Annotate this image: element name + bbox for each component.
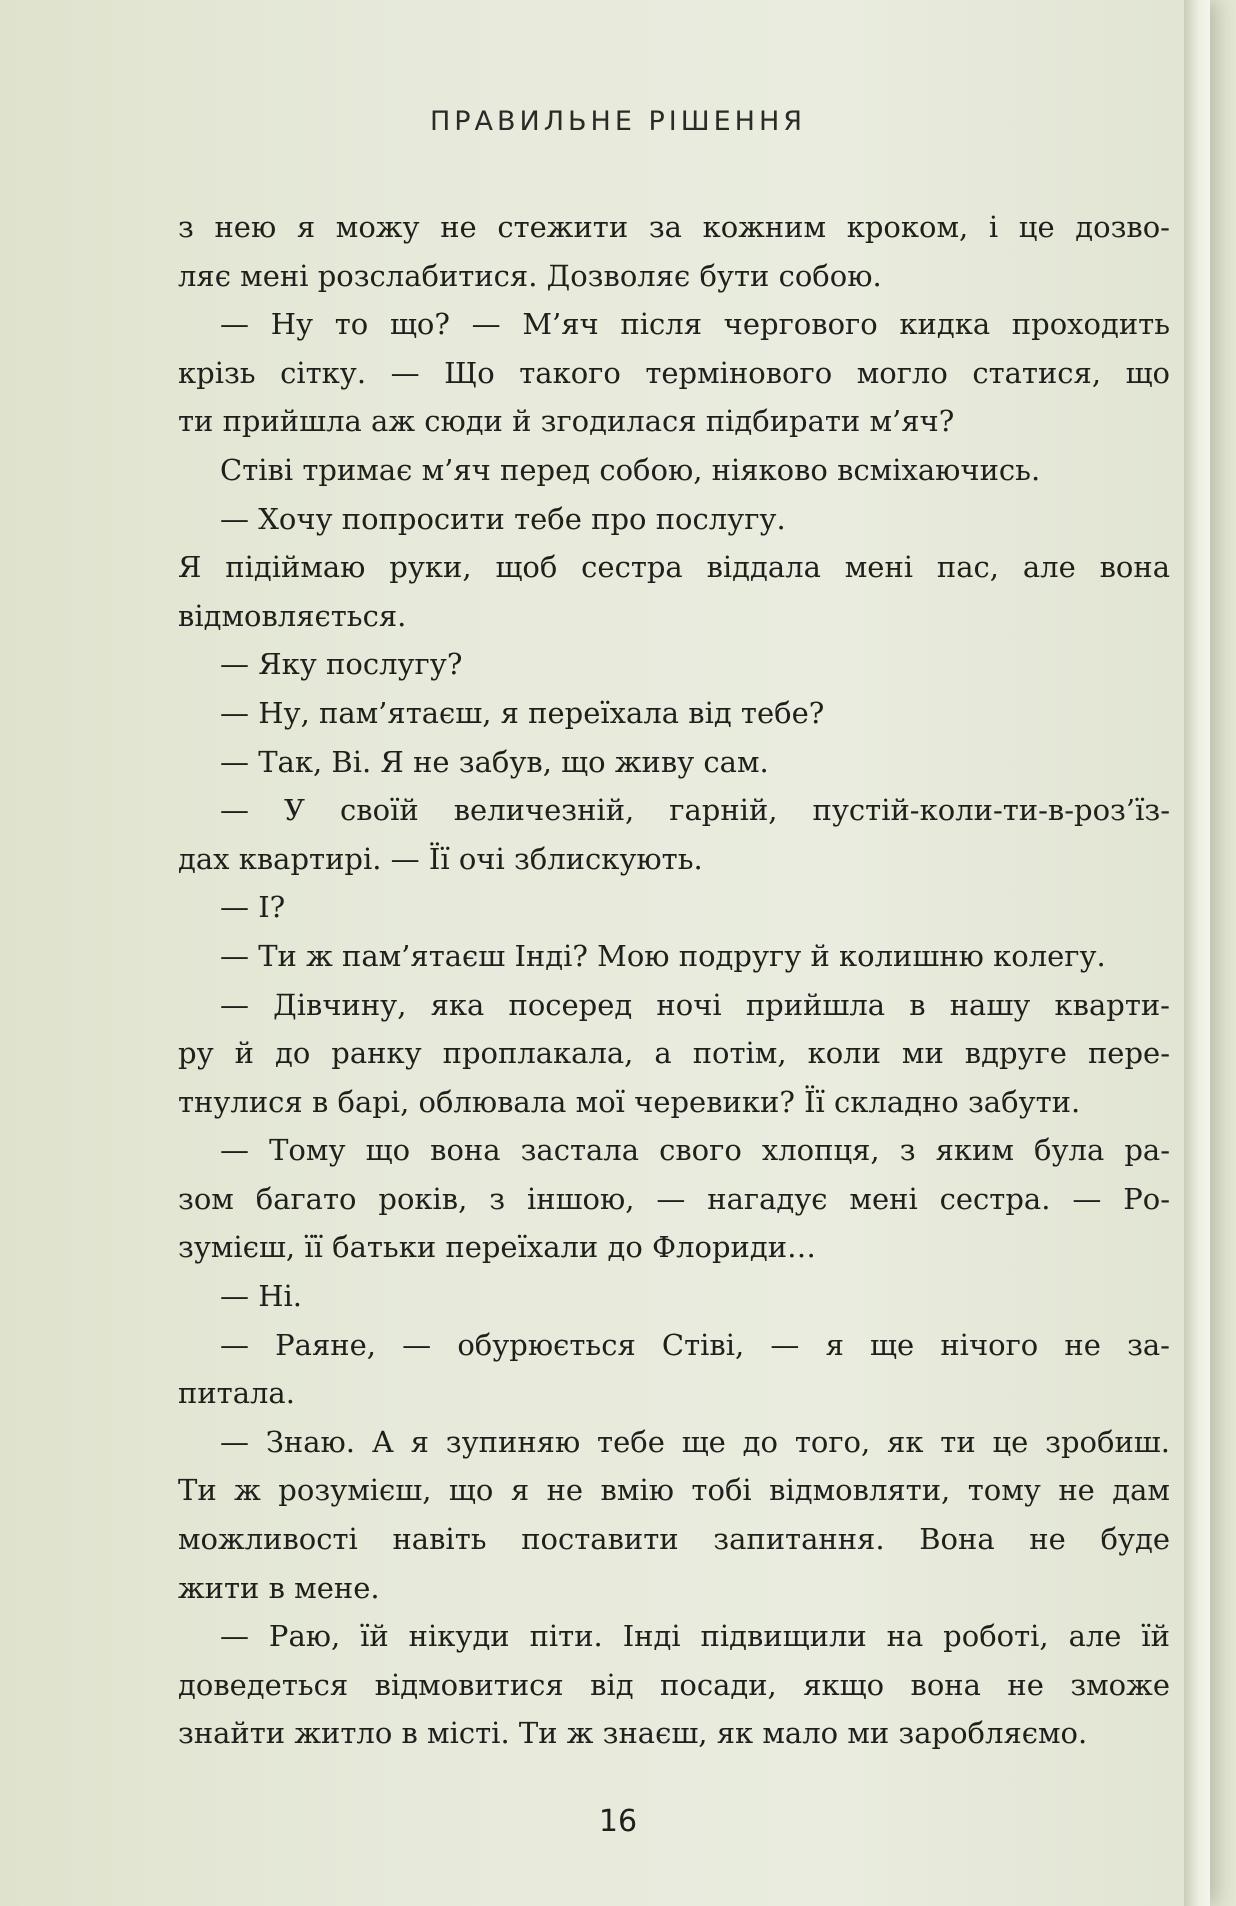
text-line: — Ну, пам’ятаєш, я переїхала від тебе? (220, 695, 825, 730)
running-head: ПРАВИЛЬНЕ РІШЕННЯ (429, 106, 807, 137)
text-line: ти прийшла аж сюди й згодилася підбирати м’яч? (178, 404, 955, 439)
page-number: 16 (598, 1804, 638, 1839)
text-line: — Тому що вона застала свого хлопця, з яким була ра- (220, 1133, 1170, 1168)
text-line: дах квартирі. — Її очі зблискують. (178, 841, 703, 876)
text-line: — Яку послугу? (220, 647, 463, 682)
text-line: — Так, Ві. Я не забув, що живу сам. (220, 744, 769, 779)
text-line: — Ну то що? — М’яч після чергового кидка проходить (220, 307, 1170, 342)
text-line: крізь сітку. — Що такого термінового могло статися, що (178, 355, 1170, 390)
text-line: — Ні. (220, 1279, 303, 1314)
text-line: — І? (220, 890, 286, 925)
text-line: можливості навіть поставити запитання. Вона не буде (178, 1522, 1170, 1557)
text-line: Я підіймаю руки, щоб сестра віддала мені пас, але вона (178, 550, 1170, 585)
text-line: — Знаю. А я зупиняю тебе ще до того, як ти це зробиш. (220, 1424, 1170, 1459)
text-line: — Ти ж пам’ятаєш Інді? Мою подругу й колишню колегу. (220, 938, 1106, 973)
text-line: — Раю, їй нікуди піти. Інді підвищили на роботі, але їй (220, 1619, 1170, 1654)
text-line: — Раяне, — обурюється Стіві, — я ще нічого не за- (220, 1327, 1170, 1362)
page-edge (1184, 0, 1210, 1906)
body-text (178, 203, 1170, 1758)
text-line: відмовляється. (178, 598, 407, 633)
text-line: тнулися в барі, облювала мої черевики? Її складно забути. (178, 1084, 1081, 1119)
text-line: зом багато років, з іншою, — нагадує мені сестра. — Ро- (178, 1181, 1170, 1216)
text-line: знайти житло в місті. Ти ж знаєш, як мало ми заробляємо. (178, 1716, 1088, 1751)
text-line: питала. (178, 1376, 295, 1411)
text-line: жити в мене. (178, 1570, 380, 1605)
text-line: — У своїй величезній, гарній, пустій-коли-ти-в-роз’їз- (220, 793, 1170, 828)
text-line: — Хочу попросити тебе про послугу. (220, 501, 786, 536)
text-line: — Дівчину, яка посеред ночі прийшла в нашу кварти- (220, 987, 1170, 1022)
text-line: зумієш, її батьки переїхали до Флориди… (178, 1230, 817, 1265)
text-line: ляє мені розслабитися. Дозволяє бути собою. (178, 258, 882, 293)
text-line: ру й до ранку проплакала, а потім, коли ми вдруге пере- (178, 1036, 1170, 1071)
text-line: Ти ж розумієш, що я не вмію тобі відмовляти, тому не дам (178, 1473, 1170, 1508)
text-line: доведеться відмовитися від посади, якщо вона не зможе (178, 1667, 1170, 1702)
text-line: з нею я можу не стежити за кожним кроком, і це дозво- (178, 210, 1170, 244)
text-line: Стіві тримає м’яч перед собою, ніяково всміхаючись. (220, 452, 1041, 487)
